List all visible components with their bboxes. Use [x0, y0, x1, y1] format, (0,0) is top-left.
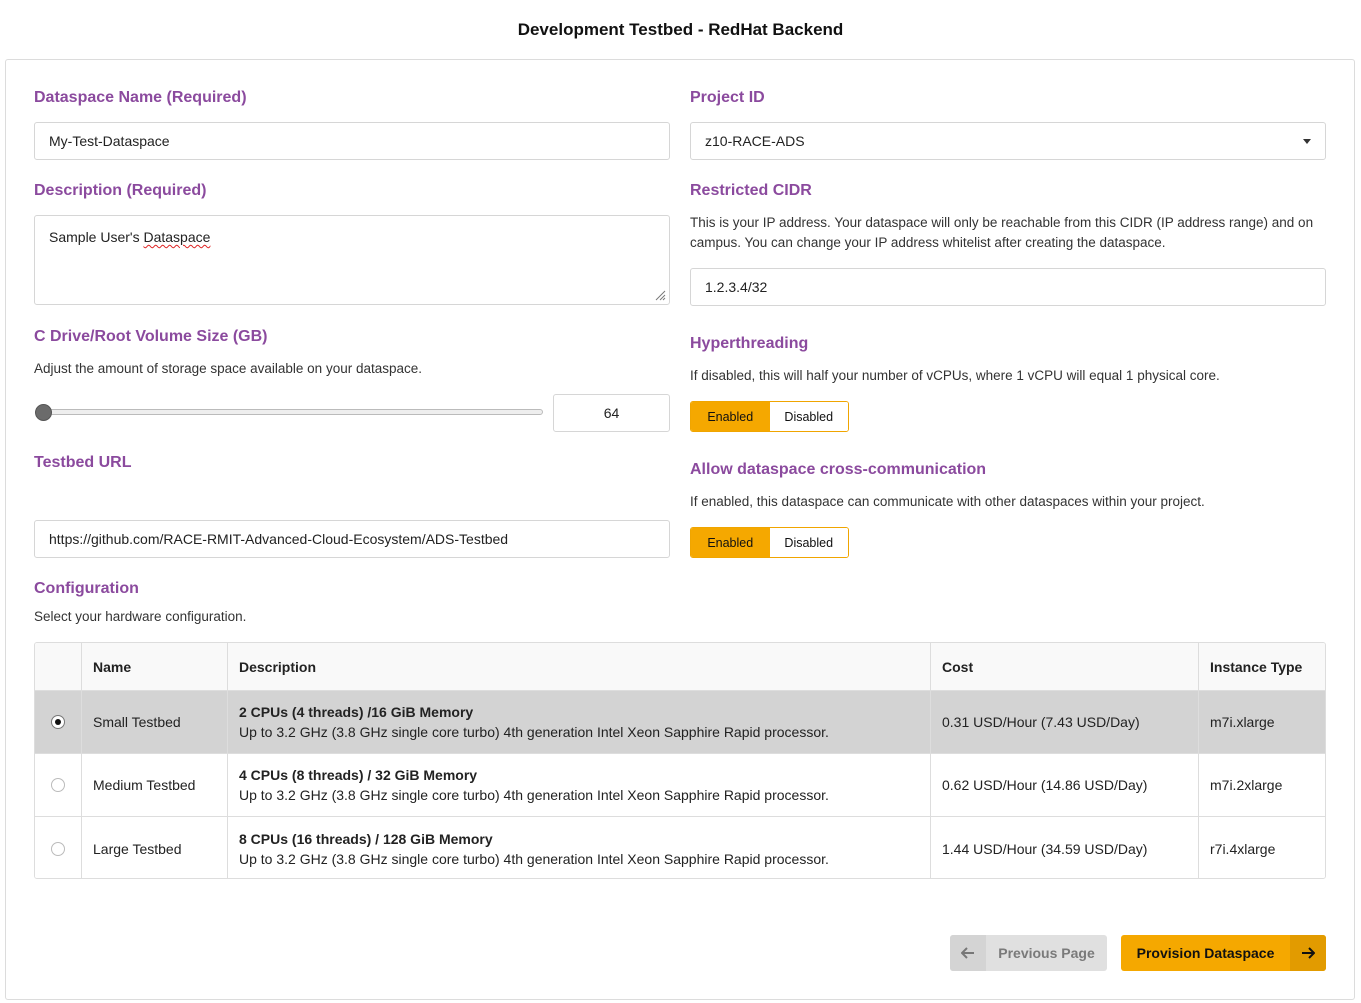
- table-row[interactable]: [35, 817, 1325, 879]
- cross-comm-enabled-button[interactable]: Enabled: [691, 528, 770, 557]
- table-header-select: [35, 643, 82, 690]
- row-select-cell: [35, 817, 82, 879]
- provision-dataspace-button[interactable]: [1121, 935, 1326, 971]
- hyperthreading-label: Hyperthreading: [690, 335, 809, 352]
- volume-size-input[interactable]: [553, 394, 670, 432]
- volume-slider-thumb[interactable]: [35, 404, 52, 421]
- description-misspelled-word: Dataspace: [143, 229, 211, 245]
- previous-page-button[interactable]: [950, 935, 1107, 971]
- table-header-description: Description: [228, 643, 931, 690]
- dataspace-name-label: Dataspace Name (Required): [34, 89, 247, 106]
- row-instance-type: r7i.4xlarge: [1210, 840, 1276, 857]
- cross-comm-help: If enabled, this dataspace can communicate with other dataspaces within your project.: [690, 494, 1205, 509]
- row-cost: 0.31 USD/Hour (7.43 USD/Day): [931, 691, 1199, 753]
- volume-size-value: 64: [603, 405, 620, 421]
- project-id-value: z10-RACE-ADS: [705, 133, 805, 149]
- testbed-url-input[interactable]: [34, 520, 670, 558]
- row-cost: 1.44 USD/Hour (34.59 USD/Day): [931, 817, 1199, 879]
- config-radio-small[interactable]: [51, 715, 65, 729]
- table-header-name: Name: [82, 643, 228, 690]
- cross-comm-disabled-button[interactable]: Disabled: [770, 528, 849, 557]
- testbed-url-value: https://github.com/RACE-RMIT-Advanced-Cloud-Ecosystem/ADS-Testbed: [49, 531, 509, 547]
- row-description-detail: Up to 3.2 GHz (3.8 GHz single core turbo) 4th generation Intel Xeon Sapphire Rapid processor.: [239, 850, 829, 867]
- project-id-select[interactable]: [690, 122, 1326, 160]
- cross-comm-toggle: [690, 527, 849, 558]
- page-title: Development Testbed - RedHat Backend: [517, 20, 844, 39]
- description-value: [49, 229, 210, 245]
- table-header-row: [35, 643, 1325, 691]
- dataspace-name-value: My-Test-Dataspace: [49, 133, 170, 149]
- row-description: [228, 691, 931, 753]
- resize-grip-icon[interactable]: [654, 289, 666, 301]
- volume-slider-track[interactable]: [38, 409, 543, 415]
- configuration-help: Select your hardware configuration.: [34, 609, 247, 624]
- description-text: Sample User's: [49, 229, 144, 245]
- row-description: [228, 817, 931, 879]
- hyperthreading-enabled-button[interactable]: Enabled: [691, 402, 770, 431]
- testbed-url-label: Testbed URL: [34, 454, 132, 471]
- arrow-left-icon: [950, 935, 986, 971]
- arrow-right-icon: [1290, 935, 1326, 971]
- caret-down-icon: [1303, 139, 1311, 144]
- restricted-cidr-value: 1.2.3.4/32: [705, 279, 768, 295]
- row-name: Medium Testbed: [82, 754, 228, 816]
- configuration-label: Configuration: [34, 580, 139, 597]
- table-row[interactable]: [35, 691, 1325, 754]
- dataspace-name-input[interactable]: [34, 122, 670, 160]
- row-select-cell: [35, 691, 82, 753]
- provision-dataspace-label: Provision Dataspace: [1136, 945, 1275, 961]
- configuration-table: [34, 642, 1326, 879]
- row-instance-type: m7i.2xlarge: [1210, 777, 1283, 793]
- hyperthreading-disabled-button[interactable]: Disabled: [770, 402, 849, 431]
- config-radio-medium[interactable]: [51, 778, 65, 792]
- row-name: Large Testbed: [82, 817, 228, 879]
- description-textarea[interactable]: [34, 215, 670, 305]
- row-description-detail: Up to 3.2 GHz (3.8 GHz single core turbo) 4th generation Intel Xeon Sapphire Rapid processor.: [239, 787, 829, 803]
- table-header-cost: Cost: [931, 643, 1199, 690]
- restricted-cidr-help: This is your IP address. Your dataspace will only be reachable from this CIDR (IP address range) and on campus. You can change your IP address whitelist after creating the dataspace.: [690, 215, 1314, 250]
- row-instance-type: m7i.xlarge: [1210, 714, 1275, 730]
- hyperthreading-help: If disabled, this will half your number of vCPUs, where 1 vCPU will equal 1 physical core.: [690, 368, 1220, 383]
- row-description-title: 2 CPUs (4 threads) /16 GiB Memory: [239, 704, 474, 720]
- row-description-title: 4 CPUs (8 threads) / 32 GiB Memory: [239, 767, 478, 783]
- row-name: Small Testbed: [82, 691, 228, 753]
- restricted-cidr-label: Restricted CIDR: [690, 182, 812, 199]
- project-id-label: Project ID: [690, 89, 765, 106]
- cross-comm-label: Allow dataspace cross-communication: [690, 461, 987, 478]
- volume-size-help: Adjust the amount of storage space available on your dataspace.: [34, 361, 422, 376]
- row-description: [228, 754, 931, 816]
- volume-size-label: C Drive/Root Volume Size (GB): [34, 328, 268, 345]
- row-cost: 0.62 USD/Hour (14.86 USD/Day): [931, 754, 1199, 816]
- row-description-title: 8 CPUs (16 threads) / 128 GiB Memory: [239, 830, 493, 847]
- restricted-cidr-input[interactable]: [690, 268, 1326, 306]
- previous-page-label: Previous Page: [998, 945, 1095, 961]
- hyperthreading-toggle: [690, 401, 849, 432]
- config-radio-large[interactable]: [51, 842, 65, 856]
- row-description-detail: Up to 3.2 GHz (3.8 GHz single core turbo) 4th generation Intel Xeon Sapphire Rapid processor.: [239, 724, 829, 740]
- table-row[interactable]: [35, 754, 1325, 817]
- description-label: Description (Required): [34, 182, 207, 199]
- table-header-instance-type: Instance Type: [1210, 658, 1303, 675]
- row-select-cell: [35, 754, 82, 816]
